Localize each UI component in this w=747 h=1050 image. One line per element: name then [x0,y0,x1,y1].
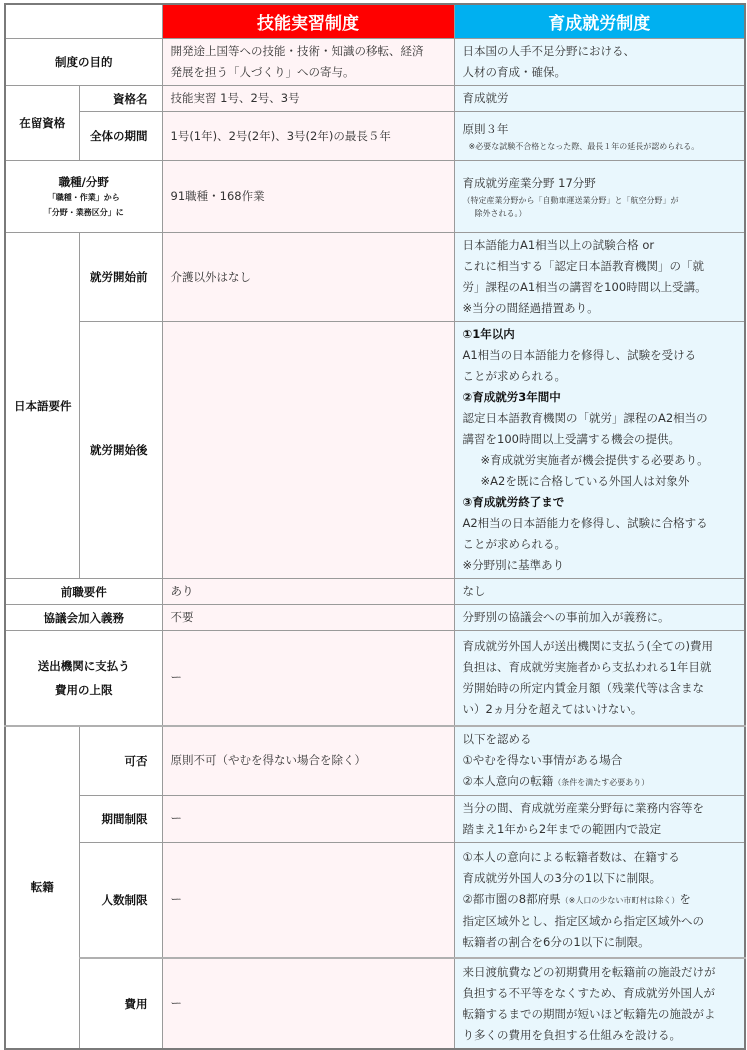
council-col1: 不要 [162,605,454,631]
status-period-col2: 原則３年 ※必要な試験不合格となった際、最長１年の延長が認められる。 [454,112,745,161]
transfer-headcount-col1: ー [162,842,454,958]
row-japanese-before [5,233,745,322]
label-transfer-headcount: 人数制限 [79,842,162,958]
row-transfer-headcount [5,842,745,958]
row-transfer-period [5,795,745,842]
transfer-period-col2: 当分の間、育成就労産業分野毎に業務内容等を 踏まえ1年から2年までの範囲内で設定 [454,795,745,842]
occupation-col1: 91職種・168作業 [162,161,454,233]
transfer-allowed-col2: 以下を認める ①やむを得ない事情がある場合 ②本人意向の転籍（条件を満たす必要あり） [454,726,745,796]
label-occupation: 職種/分野 「職種・作業」から 「分野・業務区分」に [5,161,162,233]
row-japanese-after [5,322,745,579]
prior-job-col1: あり [162,579,454,605]
header-technical-intern: 技能実習制度 [162,4,454,39]
transfer-headcount-col2: ①本人の意向による転籍者数は、在籍する 育成就労外国人の3分の1以下に制限。 ②都市圏の8都府県（※人口の少ない市町村は除く）を 指定区域外とし、指定区域から指定区域外への 転籍者の割合を6分の1以下に制限。 [454,842,745,958]
group-label-japanese: 日本語要件 [5,233,79,579]
label-transfer-cost: 費用 [79,958,162,1049]
row-transfer-allowed [5,726,745,796]
status-period-col1: 1号(1年)、2号(2年)、3号(2年)の最長５年 [162,112,454,161]
label-status-period: 全体の期間 [79,112,162,161]
label-prior-job: 前職要件 [5,579,162,605]
transfer-cost-col2: 来日渡航費などの初期費用を転籍前の施設だけが 負担する不平等をなくすため、育成就労外国人が 転籍するまでの期間が短いほど転籍先の施設がよ り多くの費用を負担する仕組みを設ける。 [454,958,745,1049]
group-label-transfer: 転籍 [5,726,79,1050]
transfer-cost-col1: ー [162,958,454,1049]
transfer-period-col1: ー [162,795,454,842]
row-fee-cap [5,631,745,726]
transfer-allowed-col1: 原則不可（やむを得ない場合を除く） [162,726,454,796]
label-japanese-after: 就労開始後 [79,322,162,579]
label-fee-cap: 送出機関に支払う 費用の上限 [5,631,162,726]
label-transfer-allowed: 可否 [79,726,162,796]
header-blank-cell [5,4,162,39]
occupation-col2: 育成就労産業分野 17分野 （特定産業分野から「自動車運送業分野」と「航空分野」が 除外される。） [454,161,745,233]
row-status-name [5,86,745,112]
purpose-col2: 日本国の人手不足分野における、 人材の育成・確保。 [454,39,745,86]
status-name-col2: 育成就労 [454,86,745,112]
comparison-table [4,3,746,1050]
japanese-after-col1 [162,322,454,579]
purpose-col1: 開発途上国等への技能・技術・知識の移転、経済 発展を担う「人づくり」への寄与。 [162,39,454,86]
row-status-period [5,112,745,161]
label-transfer-period: 期間制限 [79,795,162,842]
label-status-name: 資格名 [79,86,162,112]
row-transfer-cost [5,958,745,1049]
label-japanese-before: 就労開始前 [79,233,162,322]
row-prior-job [5,579,745,605]
council-col2: 分野別の協議会への事前加入が義務に。 [454,605,745,631]
group-label-status: 在留資格 [5,86,79,161]
row-purpose [5,39,745,86]
japanese-after-col2: ①1年以内 A1相当の日本語能力を修得し、試験を受ける ことが求められる。 ②育成就労3年間中 認定日本語教育機関の「就労」課程のA2相当の 講習を100時間以上受講する機会の提供。 ※育成就労実施者が機会提供する必要あり。 ※A2を既に合格している外国人は対象外 ③育成就労終了まで A2相当の日本語能力を修得し、試験に合格する ことが求められる。 ※分野別に基準あり [454,322,745,579]
header-row [5,4,745,39]
prior-job-col2: なし [454,579,745,605]
row-council [5,605,745,631]
row-occupation [5,161,745,233]
header-employment-training: 育成就労制度 [454,4,745,39]
japanese-before-col1: 介護以外はなし [162,233,454,322]
status-name-col1: 技能実習 1号、2号、3号 [162,86,454,112]
fee-cap-col1: ー [162,631,454,726]
label-purpose: 制度の目的 [5,39,162,86]
fee-cap-col2: 育成就労外国人が送出機関に支払う(全ての)費用 負担は、育成就労実施者から支払われる1年目就 労開始時の所定内賃金月額（残業代等は含まな い）2ヵ月分を超えてはいけない。 [454,631,745,726]
label-council: 協議会加入義務 [5,605,162,631]
japanese-before-col2: 日本語能力A1相当以上の試験合格 or これに相当する「認定日本語教育機関」の「就 労」課程のA1相当の講習を100時間以上受講。 ※当分の間経過措置あり。 [454,233,745,322]
